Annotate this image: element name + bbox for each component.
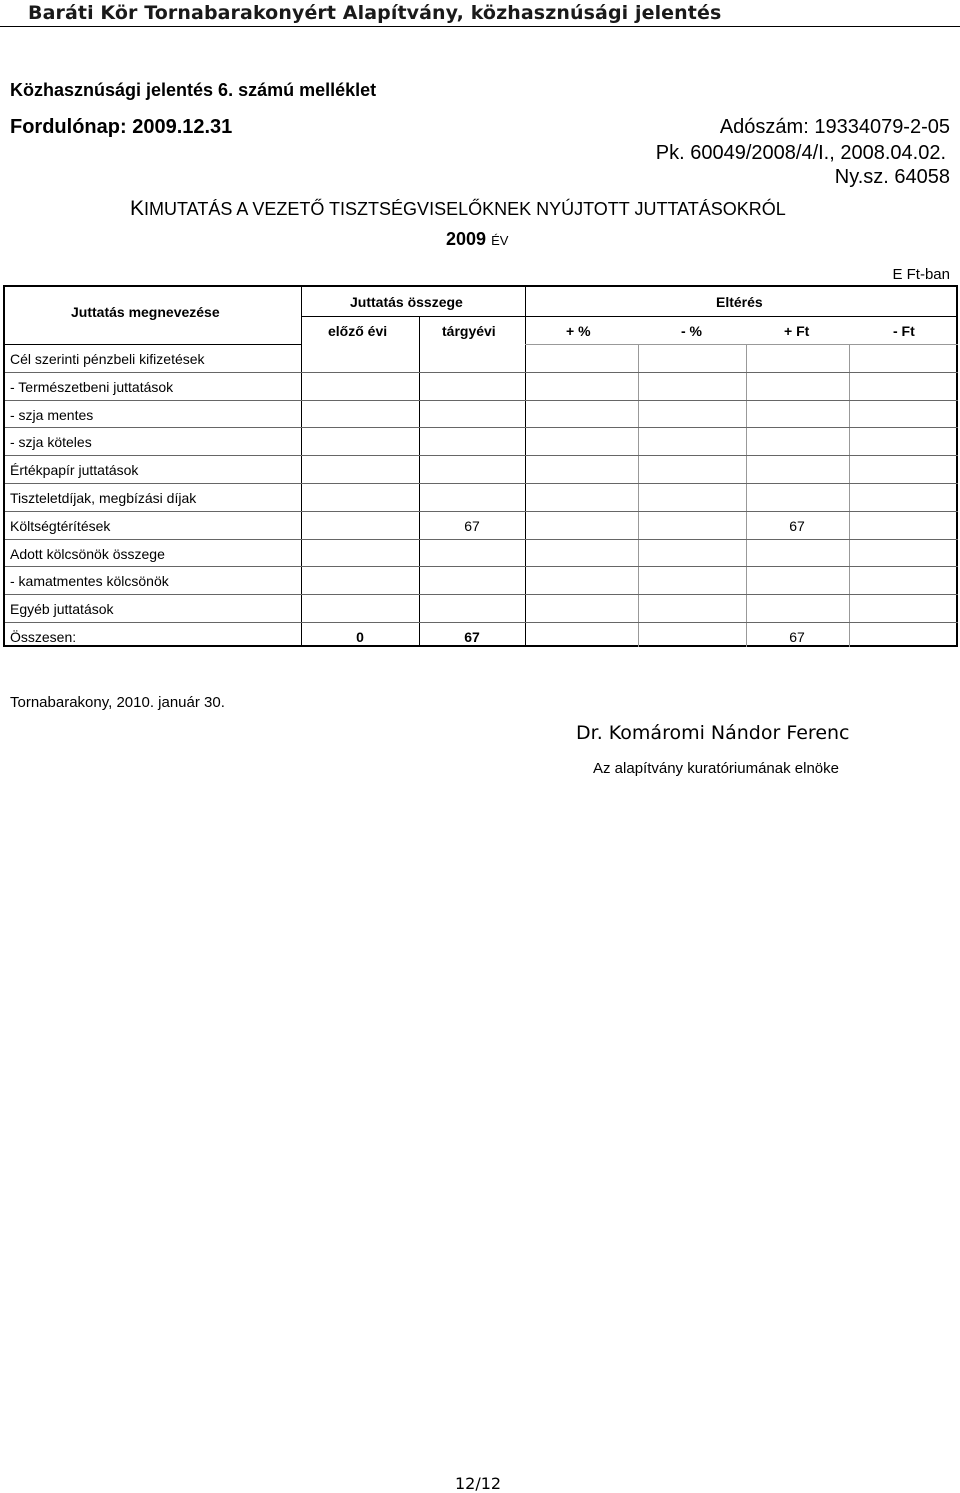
row-divider: [5, 427, 958, 428]
unit-label: E Ft-ban: [892, 266, 950, 283]
col-prev-year: előző évi: [328, 323, 388, 339]
signer-name: Dr. Komáromi Nándor Ferenc: [576, 722, 850, 744]
row-label: Cél szerinti pénzbeli kifizetések: [10, 351, 205, 367]
year-suffix: ÉV: [491, 233, 509, 248]
header-benefit-name: Juttatás megnevezése: [71, 304, 220, 320]
tax-number: Adószám: 19334079-2-05: [719, 116, 950, 138]
place-date: Tornabarakony, 2010. január 30.: [10, 694, 225, 711]
title-initial: K: [130, 197, 145, 220]
row-divider: [5, 511, 958, 512]
court-registration: Pk. 60049/2008/4/I., 2008.04.02.: [655, 142, 946, 164]
title-rest: IMUTATÁS A VEZETŐ TISZTSÉGVISELŐKNEK NYÚJTOTT JUTTATÁSOKRÓL: [144, 199, 786, 219]
year-value: 2009: [446, 229, 487, 249]
page-number: 12/12: [455, 1474, 502, 1493]
row-label: Egyéb juttatások: [10, 601, 114, 618]
row-label: Tiszteletdíjak, megbízási díjak: [10, 490, 197, 506]
grid-line: [525, 287, 526, 647]
cell-ftplus: 67: [789, 629, 805, 645]
row-divider: [5, 566, 958, 567]
row-divider: [5, 400, 958, 401]
cell-curr: 67: [464, 629, 480, 645]
row-divider: [5, 372, 958, 373]
cell-ftplus: 67: [789, 517, 805, 534]
row-label: Értékpapír juttatások: [10, 462, 139, 479]
row-label: - kamatmentes kölcsönök: [10, 573, 169, 590]
grid-line: [301, 316, 958, 317]
grid-line: [5, 344, 301, 345]
grid-line: [746, 344, 747, 647]
row-label: - szja mentes: [10, 406, 94, 423]
header-rule: [0, 26, 960, 27]
col-plus-percent: + %: [566, 323, 591, 339]
row-divider: [5, 483, 958, 484]
col-plus-ft: + Ft: [784, 323, 810, 339]
cell-curr: 67: [464, 517, 480, 534]
grid-line: [525, 344, 958, 345]
row-divider: [5, 622, 958, 623]
col-minus-percent: - %: [681, 323, 702, 339]
header-difference: Eltérés: [716, 294, 763, 310]
row-label: - Természetbeni juttatások: [10, 378, 174, 395]
header-benefit-amount: Juttatás összege: [350, 294, 463, 310]
row-divider: [5, 539, 958, 540]
document-title: [130, 197, 786, 221]
cell-prev: 0: [356, 629, 364, 645]
benefits-table: [3, 285, 958, 647]
grid-line: [419, 317, 420, 647]
grid-line: [301, 287, 302, 647]
row-divider: [5, 455, 958, 456]
row-divider: [5, 594, 958, 595]
running-header-title: Baráti Kör Tornabarakonyért Alapítvány, közhasznúsági jelentés: [28, 2, 722, 24]
row-label: Költségtérítések: [10, 517, 111, 534]
row-label: - szja köteles: [10, 434, 92, 451]
annex-label: Közhasznúsági jelentés 6. számú melléklet: [10, 80, 377, 100]
fordulonap-label: Fordulónap: 2009.12.31: [10, 116, 233, 138]
grid-line: [638, 344, 639, 647]
row-label: Adott kölcsönök összege: [10, 545, 165, 562]
grid-line: [849, 344, 850, 647]
col-minus-ft: - Ft: [893, 323, 915, 339]
document-year: [446, 229, 508, 250]
total-label: Összesen:: [10, 629, 77, 645]
signer-role: Az alapítvány kuratóriumának elnöke: [593, 760, 839, 777]
registry-number: Ny.sz. 64058: [834, 166, 950, 188]
col-current-year: tárgyévi: [442, 323, 496, 339]
